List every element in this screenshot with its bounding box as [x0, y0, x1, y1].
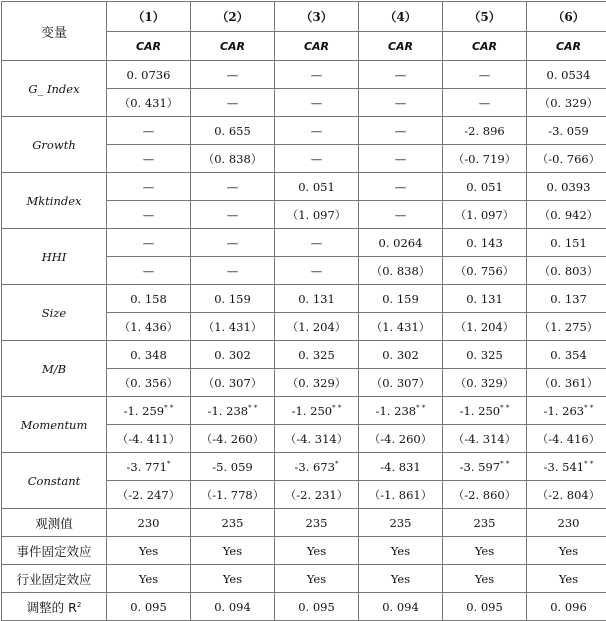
- tstat-cell: （1. 431）: [359, 313, 443, 341]
- coefficient-value: 0. 0393: [547, 180, 591, 194]
- coefficient-value: —: [311, 236, 323, 250]
- coefficient-value: —: [227, 68, 239, 82]
- footer-value: 230: [107, 509, 191, 537]
- footer-label-text: 行业固定效应: [16, 572, 91, 587]
- tstat-cell: （0. 803）: [527, 257, 606, 285]
- coefficient-value: 0. 325: [466, 348, 503, 362]
- coefficient-cell: [443, 61, 527, 89]
- footer-value: 235: [359, 509, 443, 537]
- tstat-cell: —: [359, 145, 443, 173]
- coefficient-value: -2. 896: [464, 124, 504, 138]
- tstat-cell: —: [191, 201, 275, 229]
- coefficient-cell: [527, 453, 606, 481]
- tstat-cell: —: [359, 201, 443, 229]
- variable-name: Mktindex: [2, 173, 107, 229]
- coefficient-value: —: [143, 236, 155, 250]
- coefficient-cell: [107, 341, 191, 369]
- tstat-cell: （0. 361）: [527, 369, 606, 397]
- coefficient-value: —: [143, 124, 155, 138]
- coefficient-cell: [443, 453, 527, 481]
- footer-label: [2, 537, 107, 565]
- coefficient-value: -3. 673: [295, 460, 335, 474]
- tstat-cell: （-2. 860）: [443, 481, 527, 509]
- tstat-cell: （0. 329）: [443, 369, 527, 397]
- table-body: [2, 2, 606, 621]
- coefficient-cell: [191, 285, 275, 313]
- coefficient-cell: [107, 117, 191, 145]
- significance-stars: * *: [584, 404, 593, 412]
- coefficient-cell: [107, 285, 191, 313]
- tstat-cell: （-2. 247）: [107, 481, 191, 509]
- coefficient-value: —: [311, 68, 323, 82]
- coefficient-cell: [527, 117, 606, 145]
- tstat-cell: （0. 756）: [443, 257, 527, 285]
- footer-value: Yes: [443, 537, 527, 565]
- column-number: （6）: [527, 2, 606, 32]
- coefficient-cell: [359, 173, 443, 201]
- footer-value: Yes: [359, 537, 443, 565]
- coefficient-value: -1. 259: [124, 404, 164, 418]
- coefficient-cell: [359, 229, 443, 257]
- tstat-cell: （0. 307）: [191, 369, 275, 397]
- coefficient-value: 0. 302: [214, 348, 251, 362]
- coefficient-cell: [107, 397, 191, 425]
- tstat-cell: （-0. 719）: [443, 145, 527, 173]
- footer-value: Yes: [191, 565, 275, 593]
- coefficient-value: -3. 059: [548, 124, 588, 138]
- coefficient-value: 0. 159: [382, 292, 419, 306]
- variable-header: 变量: [2, 2, 107, 61]
- footer-value: Yes: [275, 565, 359, 593]
- coefficient-value: —: [395, 68, 407, 82]
- column-number: （1）: [107, 2, 191, 32]
- coefficient-value: —: [311, 124, 323, 138]
- tstat-cell: （-4. 314）: [443, 425, 527, 453]
- coefficient-value: 0. 051: [298, 180, 335, 194]
- coefficient-value: 0. 655: [214, 124, 251, 138]
- tstat-cell: （1. 204）: [443, 313, 527, 341]
- footer-value: Yes: [191, 537, 275, 565]
- tstat-cell: （-4. 260）: [191, 425, 275, 453]
- coefficient-value: 0. 325: [298, 348, 335, 362]
- coefficient-cell: [107, 173, 191, 201]
- coefficient-cell: [275, 117, 359, 145]
- tstat-cell: （0. 307）: [359, 369, 443, 397]
- coefficient-value: —: [227, 180, 239, 194]
- coefficient-cell: [191, 117, 275, 145]
- coefficient-cell: [275, 397, 359, 425]
- variable-name: Size: [2, 285, 107, 341]
- coefficient-value: -3. 541: [544, 460, 584, 474]
- variable-name: Growth: [2, 117, 107, 173]
- coefficient-cell: [191, 397, 275, 425]
- dependent-variable: CAR: [191, 32, 275, 61]
- footer-value: Yes: [275, 537, 359, 565]
- tstat-cell: —: [275, 257, 359, 285]
- tstat-cell: （0. 329）: [527, 89, 606, 117]
- dependent-variable: CAR: [443, 32, 527, 61]
- coefficient-cell: [191, 341, 275, 369]
- coefficient-cell: [359, 397, 443, 425]
- footer-value: 235: [275, 509, 359, 537]
- coefficient-value: 0. 348: [130, 348, 167, 362]
- tstat-cell: —: [359, 89, 443, 117]
- footer-label: [2, 593, 107, 621]
- footer-value: Yes: [107, 537, 191, 565]
- coefficient-cell: [443, 341, 527, 369]
- significance-stars: * *: [500, 404, 509, 412]
- coefficient-cell: [443, 117, 527, 145]
- coefficient-cell: [191, 229, 275, 257]
- coefficient-cell: [107, 229, 191, 257]
- coefficient-cell: [191, 173, 275, 201]
- coefficient-value: 0. 354: [550, 348, 587, 362]
- coefficient-cell: [359, 117, 443, 145]
- tstat-cell: （-0. 766）: [527, 145, 606, 173]
- coefficient-cell: [107, 61, 191, 89]
- footer-value: 0. 095: [275, 593, 359, 621]
- header-row-numbers: [2, 2, 606, 32]
- tstat-cell: （1. 097）: [275, 201, 359, 229]
- coefficient-value: 0. 0264: [379, 236, 423, 250]
- footer-label-superscript: 2: [77, 600, 81, 608]
- tstat-cell: （-1. 778）: [191, 481, 275, 509]
- tstat-cell: （1. 204）: [275, 313, 359, 341]
- coef-row: [2, 453, 606, 481]
- coefficient-value: —: [227, 236, 239, 250]
- significance-stars: * *: [584, 460, 593, 468]
- tstat-cell: （-2. 804）: [527, 481, 606, 509]
- coefficient-cell: [275, 341, 359, 369]
- tstat-cell: （1. 431）: [191, 313, 275, 341]
- coefficient-cell: [275, 229, 359, 257]
- dependent-variable: CAR: [107, 32, 191, 61]
- coefficient-value: —: [395, 180, 407, 194]
- footer-value: Yes: [107, 565, 191, 593]
- coefficient-cell: [275, 173, 359, 201]
- coefficient-value: 0. 158: [130, 292, 167, 306]
- coefficient-value: -1. 263: [544, 404, 584, 418]
- column-number: （5）: [443, 2, 527, 32]
- coefficient-cell: [443, 285, 527, 313]
- significance-stars: * *: [332, 404, 341, 412]
- footer-row: [2, 565, 606, 593]
- coefficient-cell: [527, 61, 606, 89]
- tstat-cell: （0. 838）: [191, 145, 275, 173]
- footer-value: Yes: [443, 565, 527, 593]
- tstat-cell: （-1. 861）: [359, 481, 443, 509]
- coefficient-cell: [527, 341, 606, 369]
- footer-value: 230: [527, 509, 606, 537]
- footer-value: 0. 094: [359, 593, 443, 621]
- tstat-cell: （1. 436）: [107, 313, 191, 341]
- footer-value: 0. 096: [527, 593, 606, 621]
- footer-label-text: 调整的 R: [27, 600, 77, 615]
- footer-value: 0. 095: [107, 593, 191, 621]
- column-number: （3）: [275, 2, 359, 32]
- footer-value: Yes: [359, 565, 443, 593]
- coefficient-value: 0. 137: [550, 292, 587, 306]
- variable-name: HHI: [2, 229, 107, 285]
- tstat-cell: —: [443, 89, 527, 117]
- coefficient-value: 0. 159: [214, 292, 251, 306]
- variable-name: Momentum: [2, 397, 107, 453]
- footer-row: [2, 537, 606, 565]
- significance-stars: * *: [416, 404, 425, 412]
- coefficient-cell: [359, 453, 443, 481]
- tstat-cell: （1. 097）: [443, 201, 527, 229]
- tstat-cell: （1. 275）: [527, 313, 606, 341]
- tstat-cell: （0. 431）: [107, 89, 191, 117]
- tstat-cell: （-4. 416）: [527, 425, 606, 453]
- footer-value: 0. 094: [191, 593, 275, 621]
- dependent-variable: CAR: [275, 32, 359, 61]
- coefficient-value: 0. 302: [382, 348, 419, 362]
- coefficient-value: —: [395, 124, 407, 138]
- coefficient-cell: [527, 285, 606, 313]
- footer-value: 0. 095: [443, 593, 527, 621]
- coefficient-value: —: [479, 68, 491, 82]
- significance-stars: * *: [164, 404, 173, 412]
- significance-stars: *: [167, 460, 171, 468]
- tstat-cell: —: [275, 145, 359, 173]
- coef-row: [2, 117, 606, 145]
- coefficient-cell: [443, 173, 527, 201]
- tstat-cell: —: [191, 257, 275, 285]
- tstat-cell: （0. 838）: [359, 257, 443, 285]
- significance-stars: * *: [500, 460, 509, 468]
- footer-label: [2, 565, 107, 593]
- coefficient-value: 0. 051: [466, 180, 503, 194]
- coef-row: [2, 397, 606, 425]
- coefficient-value: —: [143, 180, 155, 194]
- coefficient-cell: [275, 61, 359, 89]
- coefficient-value: -3. 597: [460, 460, 500, 474]
- tstat-cell: —: [107, 201, 191, 229]
- coefficient-value: 0. 0736: [127, 68, 171, 82]
- footer-label: [2, 509, 107, 537]
- tstat-cell: —: [107, 145, 191, 173]
- coefficient-cell: [359, 341, 443, 369]
- coefficient-cell: [443, 229, 527, 257]
- tstat-cell: —: [275, 89, 359, 117]
- coefficient-cell: [275, 285, 359, 313]
- coefficient-value: 0. 131: [466, 292, 503, 306]
- regression-table: [1, 1, 606, 621]
- variable-name: Constant: [2, 453, 107, 509]
- coefficient-value: 0. 143: [466, 236, 503, 250]
- footer-row: [2, 509, 606, 537]
- coefficient-value: -3. 771: [127, 460, 167, 474]
- footer-value: Yes: [527, 565, 606, 593]
- significance-stars: * *: [248, 404, 257, 412]
- tstat-cell: （0. 356）: [107, 369, 191, 397]
- coefficient-value: -1. 238: [376, 404, 416, 418]
- coefficient-cell: [275, 453, 359, 481]
- coef-row: [2, 229, 606, 257]
- tstat-cell: —: [107, 257, 191, 285]
- coefficient-cell: [191, 61, 275, 89]
- footer-label-text: 观测值: [35, 516, 73, 531]
- coefficient-cell: [527, 173, 606, 201]
- coefficient-value: -1. 250: [460, 404, 500, 418]
- column-number: （4）: [359, 2, 443, 32]
- variable-name: M/B: [2, 341, 107, 397]
- tstat-cell: （0. 329）: [275, 369, 359, 397]
- coefficient-value: 0. 151: [550, 236, 587, 250]
- coefficient-value: 0. 131: [298, 292, 335, 306]
- dependent-variable: CAR: [359, 32, 443, 61]
- coefficient-cell: [527, 229, 606, 257]
- footer-value: 235: [191, 509, 275, 537]
- tstat-cell: （0. 942）: [527, 201, 606, 229]
- coef-row: [2, 173, 606, 201]
- coef-row: [2, 61, 606, 89]
- significance-stars: *: [335, 460, 339, 468]
- coefficient-value: 0. 0534: [547, 68, 591, 82]
- coefficient-cell: [359, 61, 443, 89]
- coefficient-cell: [527, 397, 606, 425]
- variable-name: G_ Index: [2, 61, 107, 117]
- coefficient-value: -1. 250: [292, 404, 332, 418]
- footer-label-text: 事件固定效应: [16, 544, 91, 559]
- footer-value: Yes: [527, 537, 606, 565]
- dependent-variable: CAR: [527, 32, 606, 61]
- coefficient-value: -5. 059: [212, 460, 252, 474]
- tstat-cell: （-4. 314）: [275, 425, 359, 453]
- tstat-cell: —: [191, 89, 275, 117]
- tstat-cell: （-4. 260）: [359, 425, 443, 453]
- coefficient-cell: [443, 397, 527, 425]
- coef-row: [2, 341, 606, 369]
- footer-value: 235: [443, 509, 527, 537]
- coefficient-cell: [191, 453, 275, 481]
- coefficient-value: -4. 831: [380, 460, 420, 474]
- coefficient-cell: [359, 285, 443, 313]
- column-number: （2）: [191, 2, 275, 32]
- tstat-cell: （-2. 231）: [275, 481, 359, 509]
- footer-row: [2, 593, 606, 621]
- coefficient-cell: [107, 453, 191, 481]
- coefficient-value: -1. 238: [208, 404, 248, 418]
- tstat-cell: （-4. 411）: [107, 425, 191, 453]
- coef-row: [2, 285, 606, 313]
